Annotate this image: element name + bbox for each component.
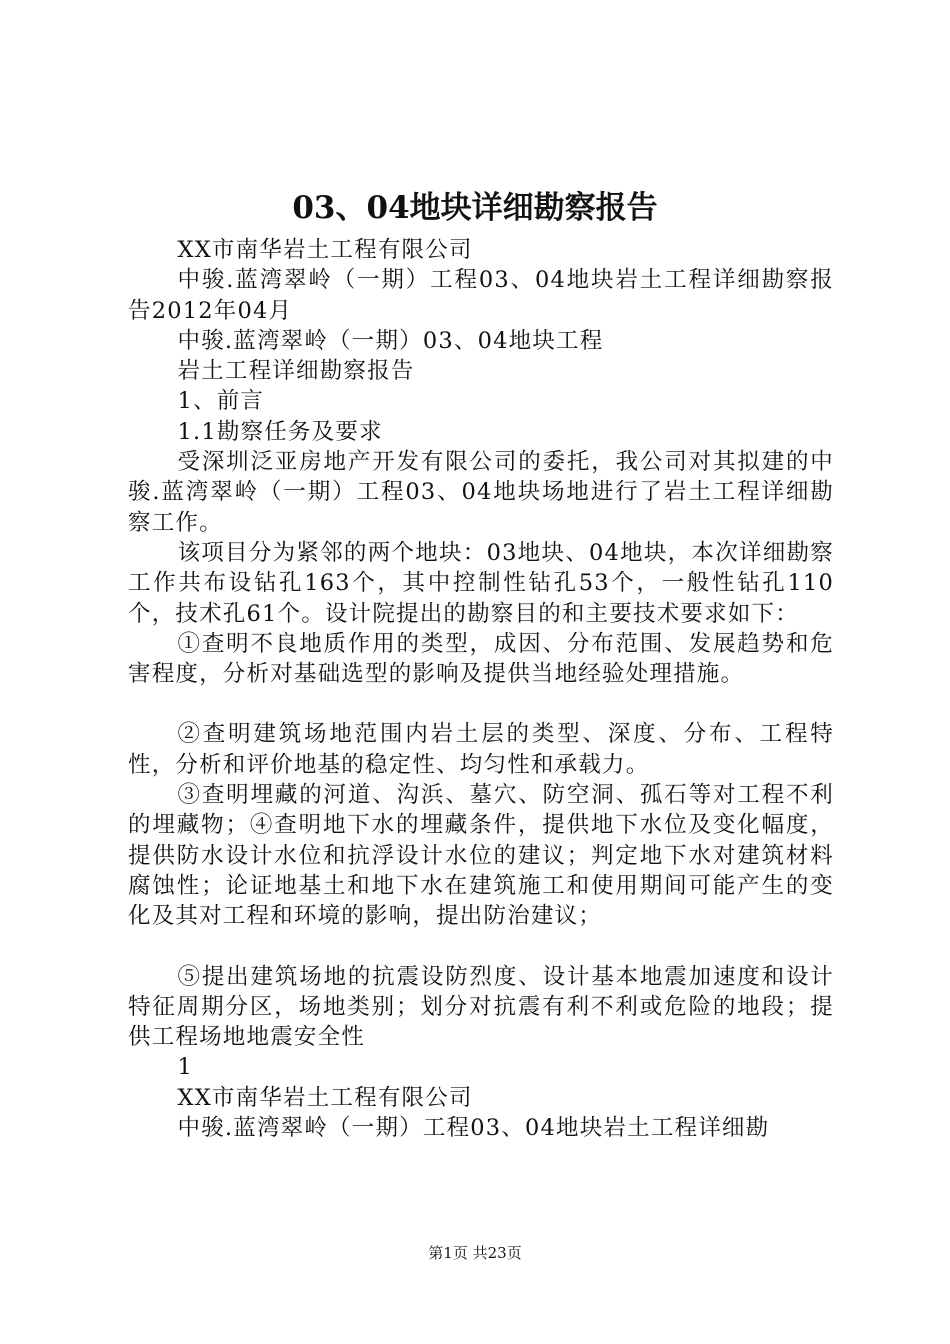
paragraph: 受深圳泛亚房地产开发有限公司的委托，我公司对其拟建的中骏.蓝湾翠岭（一期）工程03、04地块场地进行了岩土工程详细勘察工作。 (128, 449, 834, 536)
page-footer: 第1页 共23页 (428, 1244, 522, 1262)
report-header: 中骏.蓝湾翠岭（一期）工程03、04地块岩土工程详细勘察报告2012年04月 (128, 267, 834, 324)
report-header: 中骏.蓝湾翠岭（一期）工程03、04地块岩土工程详细勘 (177, 1115, 770, 1142)
paragraph: 该项目分为紧邻的两个地块：03地块、04地块，本次详细勘察工作共布设钻孔163个，其中控制性钻孔53个，一般性钻孔110个，技术孔61个。设计院提出的勘察目的和主要技术要求如下： (128, 539, 834, 627)
company-name: XX市南华岩土工程有限公司 (177, 237, 473, 263)
document-title: 03、04地块详细勘察报告 (292, 190, 658, 226)
requirement-item: ②查明建筑场地范围内岩土层的类型、深度、分布、工程特性，分析和评价地基的稳定性、均匀性和承载力。 (128, 721, 834, 778)
requirement-item: ③查明埋藏的河道、沟浜、墓穴、防空洞、孤石等对工程不利的埋藏物；④查明地下水的埋藏条件，提供地下水位及变化幅度，提供防水设计水位和抗浮设计水位的建议；判定地下水对建筑材料腐蚀性；论证地基土和地下水在建筑施工和使用期间可能产生的变化及其对工程和环境的影响，提出防治建议； (128, 782, 834, 930)
requirement-item: ①查明不良地质作用的类型，成因、分布范围、发展趋势和危害程度，分析对基础选型的影响及提供当地经验处理措施。 (128, 630, 834, 688)
section-heading: 1、前言 (177, 388, 265, 415)
requirement-item: ⑤提出建筑场地的抗震设防烈度、设计基本地震加速度和设计特征周期分区，场地类别；划分对抗震有利不利或危险的地段；提供工程场地地震安全性 (128, 963, 834, 1051)
subsection-heading: 1.1勘察任务及要求 (177, 418, 383, 445)
company-name: XX市南华岩土工程有限公司 (177, 1084, 473, 1111)
report-subtitle: 岩土工程详细勘察报告 (177, 358, 415, 385)
paragraph-spacer (128, 689, 834, 719)
paragraph-spacer (128, 932, 834, 962)
inline-page-number: 1 (177, 1054, 194, 1081)
document-body (128, 235, 834, 1143)
project-name: 中骏.蓝湾翠岭（一期）03、04地块工程 (177, 327, 604, 354)
